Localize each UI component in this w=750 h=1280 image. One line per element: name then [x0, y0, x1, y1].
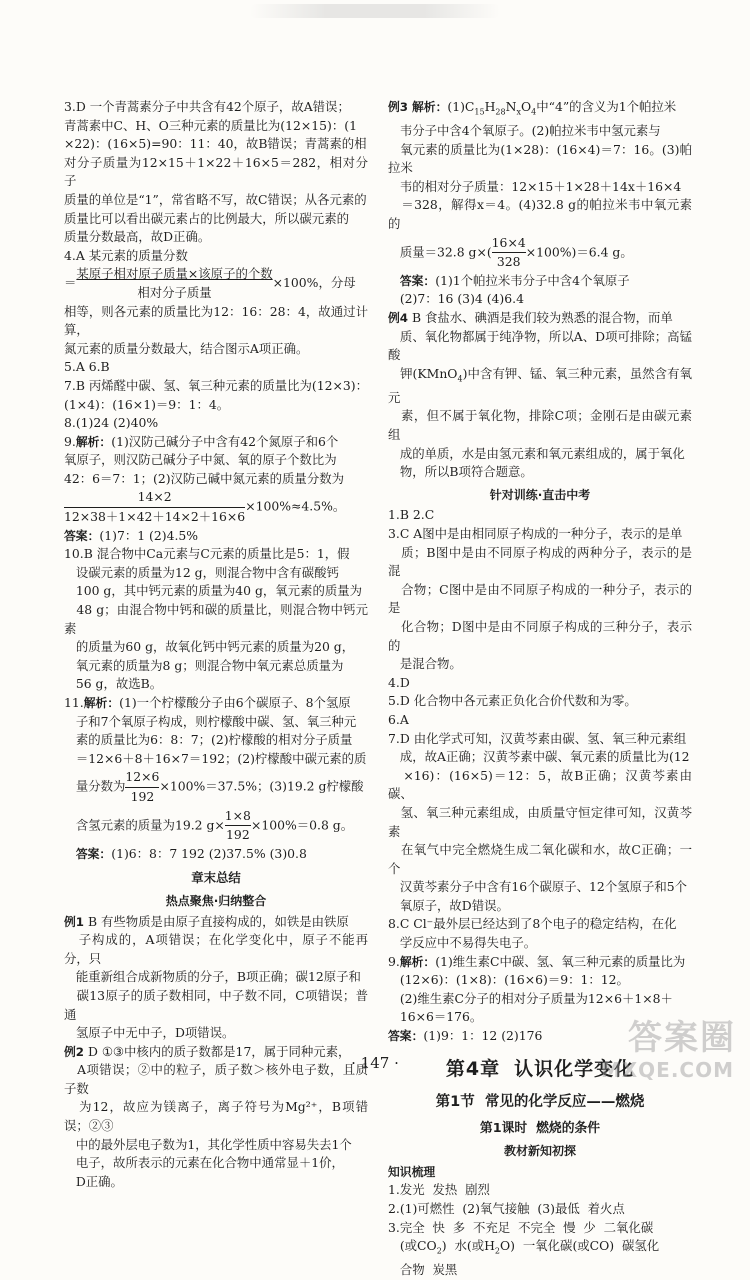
- subsection-heading: 针对训练·直击中考: [489, 487, 591, 502]
- example-item: 例1 B 有些物质是由原子直接构成的，如铁是由铁原 子构成的，A项错误；在化学变化中，原子不能再分，只 能重新组合成新物质的分子，B项正确；碳12原子和 碳13原子的质子数相同，中子数不同，C项错误；普通 氢原子中无中子，D项错误。: [64, 913, 368, 1041]
- answer-label: 答案：(1)1个帕拉米韦分子中含4个氧原子 (2)7：16 (3)4 (4)6.4: [388, 272, 630, 307]
- answer-item: 10.B 混合物中Ca元素与C元素的质量比是5：1，假 设碳元素的质量为12 g，则混合物中含有碳酸钙 100 g，其中钙元素的质量为40 g，氧元素的质量为 48 g；由混合物中钙和碳的质量比，则混合物中钙元素 的质量为60 g，故氧化钙中钙元素的质量为20 g， 氧元素的质量为8 g；则混合物中氧元素总质量为 56 g，故选B。: [64, 546, 368, 692]
- answer-item: 5.D 化合物中各元素正负化合价代数和为零。: [388, 693, 637, 709]
- answer-item: 6.A: [388, 711, 409, 727]
- answer-item: 3.D 一个青蒿素分子中共含有42个原子，故A错误； 青蒿素中C、H、O三种元素的质量比为(12×15)：(1 ×22)：(16×5)=90：11：40，故B错误；青蒿素的相 对分子质量为12×15＋1×22＋16×5＝282，相对分子 质量的单位是“1”，常省略不写，故C错误；从各元素的 质量比可以看出碳元素占的比例最大，所以碳元素的 质量分数最高，故D正确。: [64, 99, 368, 245]
- answer-item: 4.A 某元素的质量分数: [64, 247, 188, 263]
- watermark-logo: 答案圈: [628, 1018, 736, 1058]
- answer-item: 7.B 丙烯醛中碳、氢、氧三种元素的质量比为(12×3)： (1×4)：(16×1)＝9：1：4。: [64, 377, 368, 412]
- chapter-heading: 第4章 认识化学变化: [445, 1057, 635, 1080]
- example-item: 例4 B 食盐水、碘酒是我们较为熟悉的混合物，而单 质、氧化物都属于纯净物，所以A、D项可排除；高锰酸 钾(KMnO$_4$)中含有钾、锰、氧三种元素，虽然含有氧元 素，但不属于氧化物，排除C项；金刚石是由碳元素组 成的单质，水是由氢元素和氧元素组成的，属于氧化 物，所以B项符合题意。: [388, 310, 693, 480]
- answer-item: 3.C A图中是由相同原子构成的一种分子，表示的是单 质；B图中是由不同原子构成的两种分子，表示的是混 合物；C图中是由不同原子构成的一种分子，表示的是 化合物；D图中是由不同原子构成的三种分子，表示的 是混合物。: [388, 526, 692, 672]
- answer-label: 答案：(1)7：1 (2)4.5%: [64, 527, 199, 543]
- watermark-url: MXQE.COM: [600, 1058, 734, 1082]
- answer-item: 9.解析：(1)维生素C中碳、氢、氧三种元素的质量比为 (12×6)：(1×8)：(16×6)＝9：1：12。 (2)维生素C分子的相对分子质量为12×6＋1×8＋ 16×6＝176。: [388, 953, 686, 1025]
- watermark: [600, 1010, 740, 1082]
- answer-item: 8.C Cl⁻最外层已经达到了8个电子的稳定结构，在化 学反应中不易得失电子。: [388, 916, 677, 951]
- answer-item: 相等，则各元素的质量比为12：16：28：4，故通过计算， 氮元素的质量分数最大，结合图示A项正确。: [64, 303, 368, 356]
- section-heading: 第1节 常见的化学反应——燃烧: [435, 1093, 645, 1110]
- answer-item: 1.发光 发热 剧烈: [388, 1182, 490, 1198]
- answer-item: 5.A 6.B: [64, 359, 110, 375]
- subsection-heading: 热点聚焦·归纳整合: [165, 893, 267, 908]
- formula-line: $\frac{14\times 2}{12\times 38+1\times 42+14\times 2+16\times 6}$ ×100%≈4.5%。: [64, 488, 368, 526]
- left-column: [64, 98, 368, 1191]
- lesson-heading: 第1课时 燃烧的条件: [479, 1120, 601, 1136]
- subsection-heading: 教材新知初探: [503, 1144, 576, 1159]
- answer-item: 7.D 由化学式可知，汉黄芩素由碳、氢、氧三种元素组 成，故A正确；汉黄芩素中碳、氧元素的质量比为(12 ×16)：(16×5)＝12：5，故B正确；汉黄芩素由碳、 氢、氧三种元素组成，由质量守恒定律可知，汉黄芩素 在氧气中完全燃烧生成二氧化碳和水，故C正确；一个 汉黄芩素分子中含有16个碳原子、12个氢原子和5个 氧原子，故D错误。: [388, 730, 692, 913]
- answer-item: 8.(1)24 (2)40%: [64, 415, 159, 431]
- right-column: [388, 98, 692, 1280]
- answer-label: 答案：(1)6：8：7 192 (2)37.5% (3)0.8: [75, 845, 307, 861]
- answer-item: 2.(1)可燃性 (2)氧气接触 (3)最低 着火点: [388, 1201, 625, 1216]
- answer-item: 4.D: [388, 674, 410, 690]
- formula-line: ＝ 某原子相对原子质量×该原子的个数 相对分子质量 ×100%，分母: [64, 266, 356, 300]
- answer-item: 1.B 2.C: [388, 507, 435, 523]
- answer-item: 3.完全 快 多 不充足 不完全 慢 少 二氧化碳 (或$CO_2$) 水(或$H_2O$) 一氧化碳(或CO) 碳氢化 合物 炭黑: [388, 1219, 660, 1278]
- answer-item: 9.解析：(1)汉防己碱分子中含有42个氮原子和6个 氧原子，则汉防己碱分子中氮、氧的原子个数比为 42：6＝7：1；(2)汉防己碱中氮元素的质量分数为: [64, 433, 344, 486]
- section-heading: 章末总结: [191, 870, 241, 886]
- answer-item: 11.解析：(1)一个柠檬酸分子由6个碳原子、8个氢原 子和7个氧原子构成，则柠檬酸中碳、氢、氧三种元 素的质量比为6：8：7；(2)柠檬酸的相对分子质量 ＝12×6＋8＋16×7＝192；(2)柠檬酸中碳元素的质 量分数为 $\frac{12\times 6}{192}$ ×100%＝37.5%；(3)19.2 g柠檬酸 含氢元素的质量为19.2 g× $\frac{1\times 8}{192}$ ×100%＝0.8 g。: [64, 694, 368, 845]
- example-item: 例3 解析：$(1)C_{15}H_{28}N_xO_4$中“4”的含义为1个帕拉米 韦分子中含4个氧原子。(2)帕拉米韦中氢元素与 氧元素的质量比为(1×28)：(16×4)＝7：16。(3)帕拉米 韦的相对分子质量：12×15＋1×28＋14x＋16×4 ＝328，解得x＝4。(4)32.8 g的帕拉米韦中氧元素的 质量＝32.8 g×( $\frac{16\times 4}{328}$ ×100%)＝6.4 g。: [388, 98, 692, 272]
- knowledge-label: 知识梳理: [388, 1164, 436, 1179]
- answer-label: 答案：(1)9：1：12 (2)176: [388, 1028, 543, 1044]
- page-number: · 147 ·: [351, 1054, 399, 1072]
- scan-smudge: [250, 4, 500, 18]
- example-item: 例2 D ①③中核内的质子数都是17，属于同种元素， A项错误；②中的粒子，质子数＞核外电子数，且质子数 为12，故应为镁离子，离子符号为Mg²⁺，B项错误；②③ 中的最外层电子数为1，其化学性质中容易失去1个 电子，故所表示的元素在化合物中通常显＋1价， D正确。: [64, 1043, 368, 1189]
